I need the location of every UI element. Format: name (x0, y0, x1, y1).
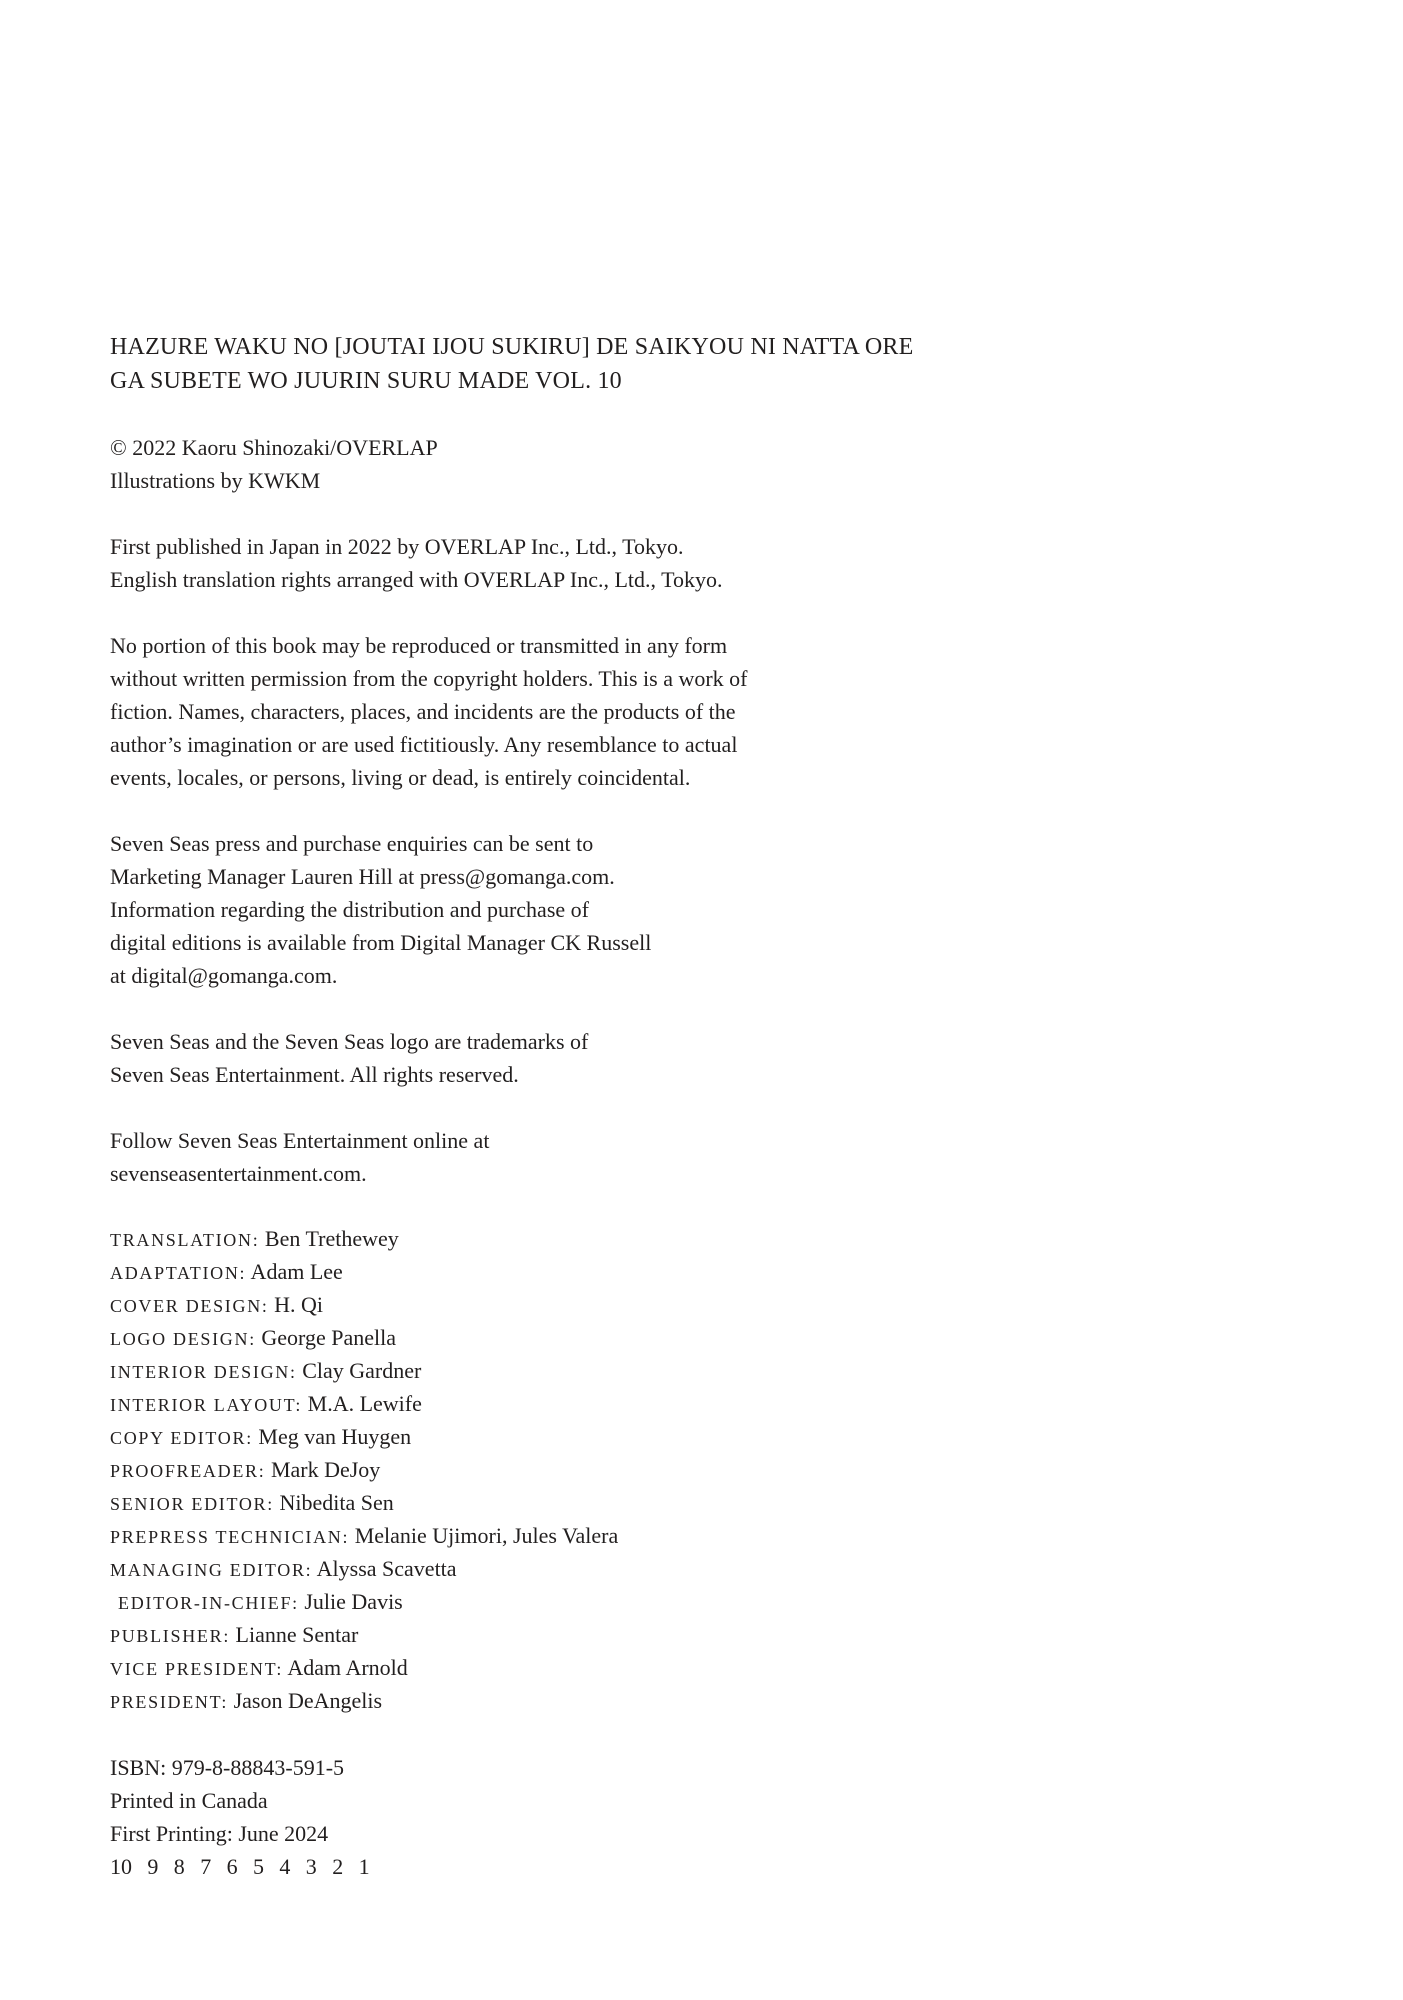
staff-credits (110, 1223, 1190, 1718)
credit-role-label: COPY EDITOR: (110, 1428, 253, 1448)
contact-line: Marketing Manager Lauren Hill at press@gomanga.com. (110, 864, 615, 889)
credit-person-name: Adam Arnold (283, 1655, 408, 1680)
credit-role-label: INTERIOR DESIGN: (110, 1362, 297, 1382)
legal-line: events, locales, or persons, living or dead, is entirely coincidental. (110, 765, 691, 790)
copyright-line: © 2022 Kaoru Shinozaki/OVERLAP (110, 435, 438, 460)
credit-role-label: PRESIDENT: (110, 1692, 229, 1712)
credit-person-name: Meg van Huygen (252, 1424, 412, 1449)
credit-row-vice-president (110, 1652, 1190, 1685)
credit-row-interior-design (110, 1355, 1190, 1388)
credit-role-label: PROOFREADER: (110, 1461, 266, 1481)
credit-person-name: Clay Gardner (296, 1358, 422, 1383)
credit-row-prepress-technician (110, 1520, 1190, 1553)
publication-line: English translation rights arranged with OVERLAP Inc., Ltd., Tokyo. (110, 567, 723, 592)
contact-line: Seven Seas press and purchase enquiries can be sent to (110, 831, 594, 856)
legal-line: author’s imagination or are used fictitiously. Any resemblance to actual (110, 732, 738, 757)
credit-role-label: ADAPTATION: (110, 1263, 247, 1283)
colophon-text-block (110, 330, 1190, 1883)
credit-row-president (110, 1685, 1190, 1718)
credit-role-label: PREPRESS TECHNICIAN: (110, 1527, 350, 1547)
credit-role-label: PUBLISHER: (110, 1626, 231, 1646)
trademark-line: Seven Seas Entertainment. All rights reserved. (110, 1062, 519, 1087)
credit-person-name: Adam Lee (246, 1259, 343, 1284)
credit-row-managing-editor (110, 1553, 1190, 1586)
book-title (110, 330, 1190, 398)
legal-line: No portion of this book may be reproduced or transmitted in any form (110, 633, 728, 658)
website-url: sevenseasentertainment.com. (110, 1161, 367, 1186)
credit-row-publisher (110, 1619, 1190, 1652)
book-title-line: GA SUBETE WO JUURIN SURU MADE VOL. 10 (110, 368, 622, 394)
credit-role-label: SENIOR EDITOR: (110, 1494, 274, 1514)
credit-person-name: M.A. Lewife (302, 1391, 422, 1416)
credit-role-label: MANAGING EDITOR: (110, 1560, 313, 1580)
copyright-notice (110, 431, 1190, 497)
credit-person-name: Ben Trethewey (259, 1226, 399, 1251)
isbn-line: ISBN: 979-8-88843-591-5 (110, 1755, 345, 1780)
credit-role-label: INTERIOR LAYOUT: (110, 1395, 303, 1415)
contact-line: digital editions is available from Digital Manager CK Russell (110, 930, 652, 955)
credit-row-proofreader (110, 1454, 1190, 1487)
book-title-line: HAZURE WAKU NO [JOUTAI IJOU SUKIRU] DE SAIKYOU NI NATTA ORE (110, 334, 914, 360)
credit-person-name: Melanie Ujimori, Jules Valera (349, 1523, 619, 1548)
credit-person-name: H. Qi (268, 1292, 323, 1317)
trademark-notice (110, 1025, 1190, 1091)
legal-line: without written permission from the copyright holders. This is a work of (110, 666, 748, 691)
credit-row-interior-layout (110, 1388, 1190, 1421)
credit-role-label: EDITOR-IN-CHIEF: (118, 1593, 299, 1613)
credit-role-label: COVER DESIGN: (110, 1296, 269, 1316)
credit-role-label: VICE PRESIDENT: (110, 1659, 284, 1679)
contact-line: Information regarding the distribution and purchase of (110, 897, 589, 922)
credit-row-senior-editor (110, 1487, 1190, 1520)
credit-role-label: TRANSLATION: (110, 1230, 260, 1250)
credit-person-name: George Panella (255, 1325, 396, 1350)
follow-info (110, 1124, 1190, 1190)
credit-person-name: Alyssa Scavetta (312, 1556, 457, 1581)
credit-person-name: Julie Davis (298, 1589, 403, 1614)
print-run-numbers: 10 9 8 7 6 5 4 3 2 1 (110, 1854, 370, 1879)
legal-line: fiction. Names, characters, places, and incidents are the products of the (110, 699, 736, 724)
credit-row-cover-design (110, 1289, 1190, 1322)
credit-person-name: Mark DeJoy (265, 1457, 381, 1482)
credit-row-editor-in-chief (110, 1586, 1190, 1619)
printing-info (110, 1751, 1190, 1883)
contact-info (110, 827, 1190, 992)
printed-in-line: Printed in Canada (110, 1788, 268, 1813)
credit-role-label: LOGO DESIGN: (110, 1329, 256, 1349)
first-printing-line: First Printing: June 2024 (110, 1821, 329, 1846)
illustrations-credit: Illustrations by KWKM (110, 468, 321, 493)
credit-row-adaptation (110, 1256, 1190, 1289)
publication-info (110, 530, 1190, 596)
publication-line: First published in Japan in 2022 by OVERLAP Inc., Ltd., Tokyo. (110, 534, 684, 559)
trademark-line: Seven Seas and the Seven Seas logo are trademarks of (110, 1029, 589, 1054)
credit-row-logo-design (110, 1322, 1190, 1355)
legal-disclaimer (110, 629, 1190, 794)
contact-line: at digital@gomanga.com. (110, 963, 338, 988)
credit-row-copy-editor (110, 1421, 1190, 1454)
credit-row-translation (110, 1223, 1190, 1256)
credit-person-name: Jason DeAngelis (228, 1688, 383, 1713)
credit-person-name: Nibedita Sen (273, 1490, 394, 1515)
follow-line: Follow Seven Seas Entertainment online at (110, 1128, 490, 1153)
credit-person-name: Lianne Sentar (230, 1622, 359, 1647)
